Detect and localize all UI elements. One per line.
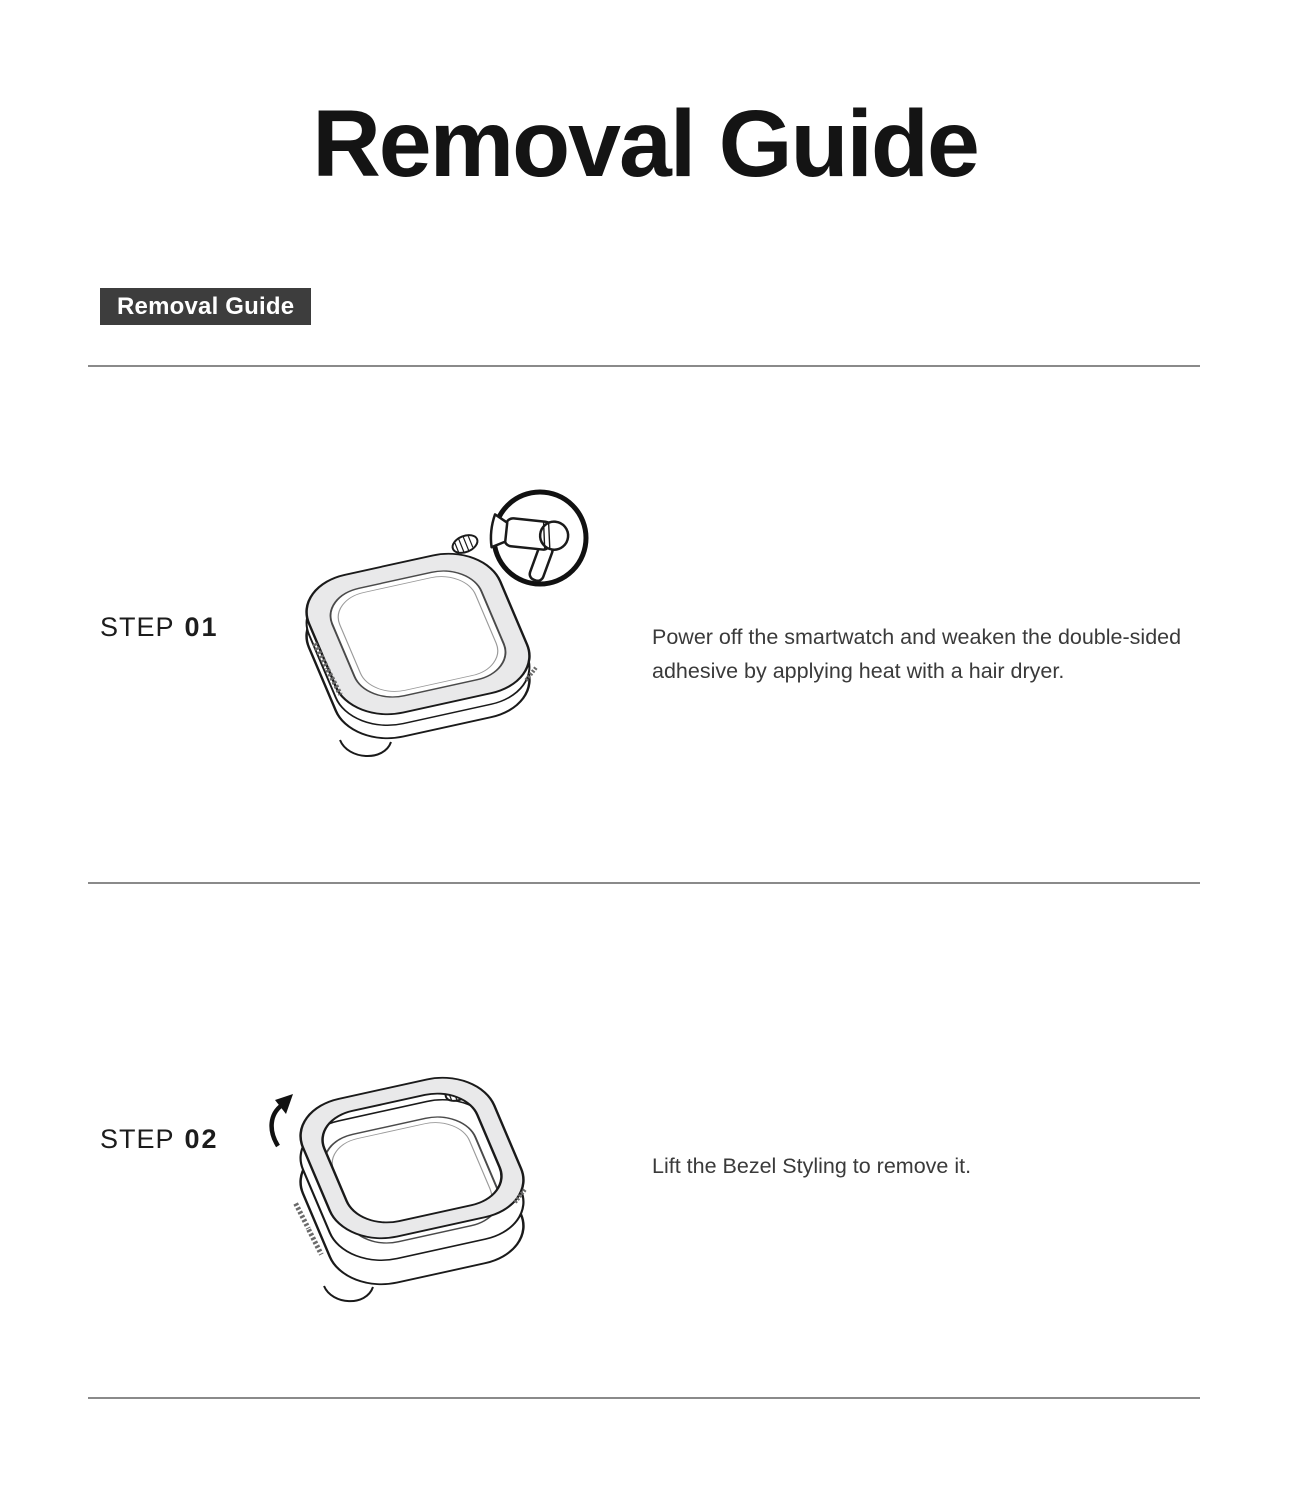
divider	[88, 365, 1200, 367]
step2-label-text: STEP	[100, 1124, 175, 1154]
section-badge: Removal Guide	[100, 288, 311, 325]
step2-label	[100, 1124, 219, 1155]
step1-description: Power off the smartwatch and weaken the double-sided adhesive by applying heat with a hair dryer.	[652, 624, 1182, 683]
watch-band-tab	[340, 740, 391, 756]
lift-arrow-icon	[272, 1094, 293, 1146]
page-title: Removal Guide	[312, 91, 978, 197]
watch-band-tab	[324, 1286, 373, 1301]
step1-number: 01	[184, 612, 219, 642]
divider	[88, 882, 1200, 884]
divider	[88, 1397, 1200, 1399]
hair-dryer-icon	[486, 492, 586, 585]
step2-illustration	[262, 1020, 572, 1312]
smartwatch-heat-illustration	[288, 486, 598, 768]
step1-illustration	[288, 486, 598, 768]
step1-label-text: STEP	[100, 612, 175, 642]
smartwatch-lift-illustration	[262, 1020, 572, 1312]
step2-number: 02	[184, 1124, 219, 1154]
step1-label	[100, 612, 219, 643]
crown-icon	[450, 532, 480, 557]
step2-description: Lift the Bezel Styling to remove it.	[652, 1153, 972, 1178]
